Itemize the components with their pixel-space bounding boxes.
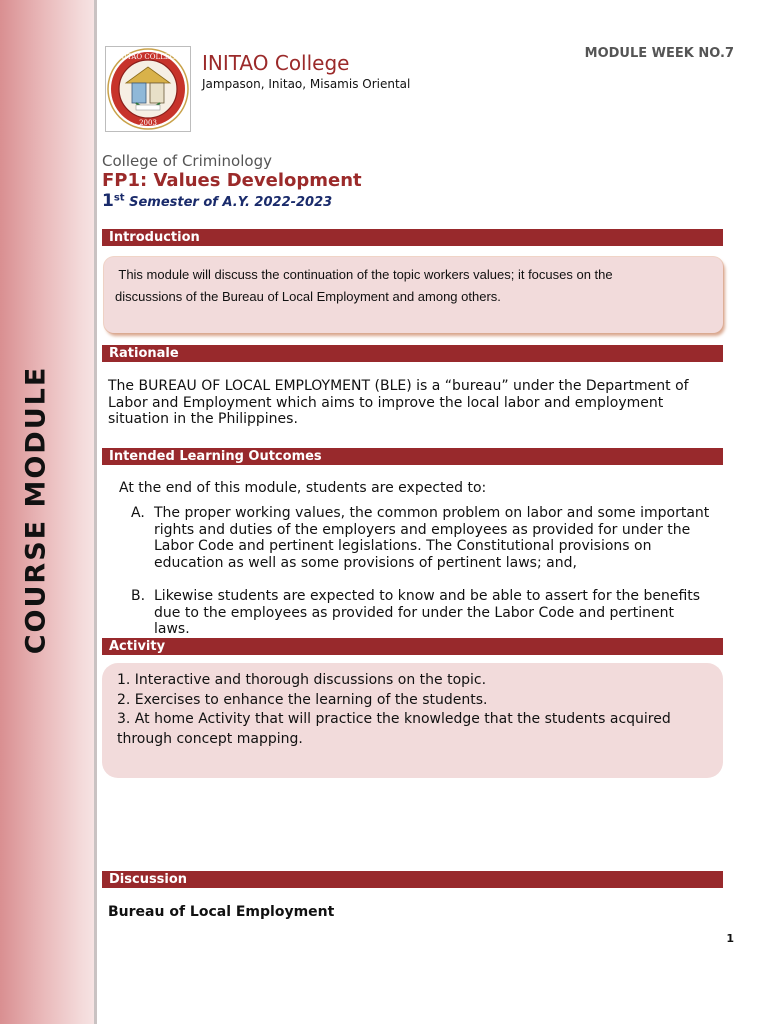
ilo-lead: At the end of this module, students are expected to: (119, 480, 487, 496)
rationale-text: The BUREAU OF LOCAL EMPLOYMENT (BLE) is a “bureau” under the Department of Labor and Employment which aims to improve the local labor and employment situation in the Philippines. (108, 378, 689, 427)
seal-ring-text: INITAO COLLEGE (115, 53, 181, 61)
introduction-line-1: This module will discuss the continuation of the topic workers values; it focuses on the (115, 267, 613, 282)
rationale-heading: Rationale (102, 345, 723, 362)
ilo-marker: A. (131, 505, 145, 521)
department-name: College of Criminology (102, 152, 272, 170)
activity-item: 2. Exercises to enhance the learning of the students. (117, 691, 488, 708)
ilo-item (131, 505, 711, 571)
college-seal-logo (105, 46, 191, 132)
activity-item: 3. At home Activity that will practice the knowledge that the students acquired through concept mapping. (117, 711, 671, 747)
semester-ordinal: st (113, 192, 125, 204)
ilo-marker: B. (131, 588, 146, 604)
semester-line (102, 191, 332, 211)
introduction-line-2: discussions of the Bureau of Local Employment and among others. (115, 289, 501, 304)
discussion-heading: Discussion (102, 871, 723, 888)
introduction-box (104, 257, 723, 333)
activity-box (102, 663, 723, 778)
college-address: Jampason, Initao, Misamis Oriental (202, 77, 411, 91)
semester-number: 1 (102, 191, 114, 211)
ilo-heading: Intended Learning Outcomes (102, 448, 723, 465)
semester-text: Semester of A.Y. 2022-2023 (124, 195, 333, 210)
seal-year: 2003 (139, 119, 157, 127)
page-number: 1 (726, 932, 734, 945)
module-week-label: MODULE WEEK NO.7 (584, 46, 734, 61)
course-title: FP1: Values Development (102, 170, 362, 191)
sidebar-edge (94, 0, 97, 1024)
seal-icon (106, 47, 190, 131)
activity-heading: Activity (102, 638, 723, 655)
ilo-item (131, 588, 711, 638)
ilo-text: The proper working values, the common problem on labor and some important rights and duties of the employers and employees as provided for under the Labor Code and pertinent legislations. The Constitutional provisions on education as well as some provisions of pertinent laws; and, (154, 505, 710, 571)
discussion-subheading: Bureau of Local Employment (108, 904, 335, 920)
activity-item: 1. Interactive and thorough discussions on the topic. (117, 672, 487, 688)
course-module-title: COURSE MODULE (20, 365, 52, 655)
ilo-text: Likewise students are expected to know and be able to assert for the benefits due to the employees as provided for under the Labor Code and pertinent laws. (154, 588, 701, 637)
college-name: INITAO College (202, 51, 350, 75)
introduction-heading: Introduction (102, 229, 723, 246)
